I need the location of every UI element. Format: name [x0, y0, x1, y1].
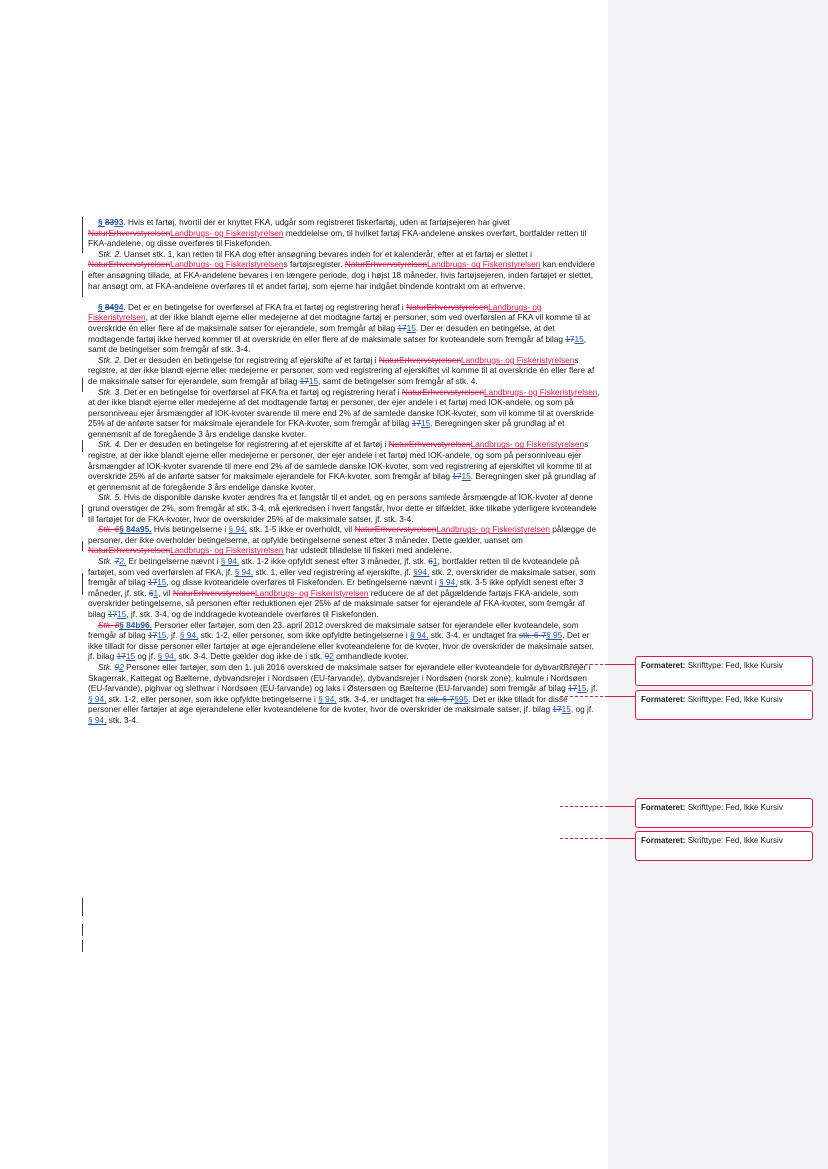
- text: s registre, at der ikke blandt ejerne eller medejerne er personer, som ved registrering af ejerskiftet vil komme til at overskride én eller flere af de maksimale satser for ejerandele, som fremgår af bilag: [88, 354, 595, 386]
- paragraph-s94-stk5: [88, 492, 600, 524]
- deletion: NaturErhvervstyrelsen: [401, 386, 484, 397]
- insertion: § 94,: [438, 577, 458, 588]
- text: . Beregningen sker på grundlag af et gennemsnit af de foregående 3 års endelige danske kvoter.: [88, 418, 565, 439]
- text: , jf.: [166, 630, 180, 641]
- deletion: 17: [147, 577, 158, 588]
- text: , at der ikke blandt ejerne eller medejerne af det modtagende fartøj er personer, der ejer andele i et fartøj med IOK-andele, og som på personniveau ejer årsmængder af IOK-kvoter svarende til mere end 2% af de samlede danske IOK-kvoter, som vil komme til at overskride 25% af de anførte satser for maksimale ejerandele for FKA-kvoter, som fremgår af bilag: [88, 386, 600, 429]
- stk-label: Stk. 2.: [98, 248, 122, 259]
- insertion: § 94,: [220, 556, 240, 566]
- stk-label: Stk.: [98, 556, 115, 566]
- text: , jf.: [586, 683, 598, 694]
- text: . Der er desuden en betingelse, at det modtagende fartøj ikke herved kommer til at overskride én eller flere af de maksimale satser for kvoteandele som fremgår af bilag: [88, 322, 566, 344]
- insertion: § 94,: [179, 630, 199, 641]
- comment-label: Formateret:: [641, 695, 686, 704]
- deletion: NaturErhvervstyrelsen: [88, 545, 171, 556]
- comment-text: Skrifttype: Fed, Ikke Kursiv: [687, 661, 783, 670]
- insertion: § 95: [546, 630, 563, 641]
- inserted-number: 94: [114, 301, 124, 312]
- deletion: 9: [114, 661, 120, 672]
- section-number: § 84a95.: [119, 524, 152, 535]
- insertion: 15: [577, 683, 587, 694]
- paragraph-s96-stk2: [88, 662, 600, 726]
- text: Uanset stk. 1, kan retten til FKA dog efter ansøgning bevares inden for et kalenderår, efter at et fartøj er slettet i: [121, 248, 532, 259]
- text: kan endvidere efter ansøgning tillade, at FKA-andelene bevares i en længere periode, dog i højst 18 måneder, hvis fartøjsejeren, inden fartøjet er slettet, har ansøgt om, at FKA-andelene overføres til et andet fartøj, som ejerne har indgået bindende kontrakt om at erhverve.: [88, 259, 595, 291]
- insertion: 2: [119, 661, 124, 672]
- insertion: Landbrugs- og Fiskeristyrelsen: [470, 439, 585, 450]
- insertion: 15: [420, 418, 431, 429]
- insertion: Landbrugs- og Fiskeristyrelsen: [436, 524, 550, 535]
- deletion: NaturErhvervstyrelsen: [406, 301, 489, 312]
- comment-connector: [560, 696, 608, 697]
- text: stk. 3-4. Dette gælder dog ikke de i stk.: [176, 651, 325, 662]
- paragraph-s93: [88, 217, 600, 249]
- format-comment[interactable]: [635, 690, 813, 720]
- text: stk. 1-2 ikke opfyldt senest efter 3 måneder, jf. stk.: [239, 556, 429, 566]
- insertion: §94,: [413, 566, 430, 577]
- insertion: 2: [329, 651, 334, 662]
- comment-label: Formateret:: [641, 803, 686, 812]
- document-body: [88, 217, 600, 726]
- text: , samt de betingelser som fremgår af stk. 4.: [318, 375, 478, 386]
- deletion: 17: [116, 651, 126, 662]
- change-bar: [82, 541, 83, 551]
- section-prefix: §: [98, 217, 105, 227]
- insertion: § 94,: [88, 693, 107, 704]
- insertion: 15: [117, 608, 127, 619]
- deletion: NaturErhvervstyrelsen: [354, 524, 437, 535]
- deletion: NaturErhvervstyrelsen: [88, 227, 171, 238]
- comment-label: Formateret:: [641, 836, 686, 845]
- comment-connector: [560, 664, 608, 665]
- comment-connector: [608, 838, 635, 839]
- insertion: § 94,: [157, 651, 177, 662]
- comment-connector: [560, 838, 608, 839]
- text: , og disse kvoteandele overføres til Fiskefonden. Er betingelserne nævnt i: [166, 577, 439, 588]
- text: stk. 1-5 ikke er overholdt, vil: [247, 524, 355, 535]
- stk-label: Stk. 3.: [98, 386, 122, 397]
- deletion: 17: [411, 418, 421, 429]
- deletion: 17: [299, 375, 309, 386]
- insertion: 1: [432, 556, 438, 566]
- insertion: 15: [406, 322, 416, 333]
- insertion: 15: [574, 333, 584, 344]
- text: reducere de af det pågældende fartøjs FKA-andele, som overskrider betingelserne, så personen efter reduktionen ejer 25% af de maksimale satser for ejerandele af FKA-kvoter, som fremgår af bilag: [88, 587, 585, 619]
- change-bar: [82, 440, 83, 452]
- deletion: NaturErhvervstyrelsen: [388, 439, 471, 450]
- format-comment[interactable]: [635, 831, 813, 861]
- text: stk. 3-4, er undtaget fra: [336, 693, 428, 704]
- text: . Det er en betingelse for overførsel af FKA fra et fartøj og registrering heraf i: [123, 301, 407, 312]
- text: s registre, at der ikke blandt ejerne eller medejerne er personer, der ejer andele i et fartøj med IOK-andele, og som på personniveau ejer årsmængder af IOK-kvoter svarende til mere end 2% af de samlede danske IOK-kvoter, som ved registrering af ejerskiftet vil komme til at overskride 25% af de anførte satser for maksimale ejerandele for FKA-kvoter, som fremgår af bilag: [88, 439, 592, 482]
- insertion: 15: [157, 630, 167, 641]
- insertion: § 94,: [318, 693, 337, 704]
- deletion: 6: [428, 556, 433, 566]
- text: . Hvis et fartøj, hvortil der er knyttet FKA, udgår som registreret fiskerfartøj, uden at fartøjsejeren har givet: [123, 217, 510, 227]
- paragraph-s94-stk2: [88, 355, 600, 387]
- change-bar: [82, 378, 83, 392]
- insertion: 15: [125, 651, 136, 662]
- change-bar: [82, 940, 83, 952]
- text: stk. 1, eller ved registrering af ejerskifte, jf.: [253, 566, 414, 577]
- deletion: 9: [324, 651, 330, 662]
- paragraph-s94: [88, 302, 600, 355]
- deletion: Stk. 6: [98, 524, 120, 535]
- insertion: 15: [561, 704, 571, 715]
- text: , bortfalder retten til de kvoteandele på fartøjet, som ved overførslen af FKA, jf.: [88, 556, 580, 577]
- text: . Beregningen sker på grundlag af et gennemsnit af de foregående 3 års endelige danske kvoter.: [88, 471, 596, 492]
- text: pålægge de personer, der ikke overholder betingelserne, at opfylde betingelserne senest efter 3 måneder. Dette gælder, uanset om: [88, 524, 597, 545]
- paragraph-s96: [88, 620, 600, 662]
- paragraph-s93-stk2: [88, 249, 600, 291]
- deletion: NaturErhvervstyrelsen: [88, 259, 171, 270]
- comment-connector: [560, 806, 608, 807]
- insertion: Landbrugs- og Fiskeristyrelsen: [88, 301, 542, 323]
- insertion: § 94,: [234, 566, 254, 577]
- change-bar: [82, 217, 83, 253]
- change-bar: [82, 505, 83, 517]
- markup-pane: [608, 0, 828, 1169]
- deletion: NaturErhvervstyrelsen: [172, 587, 255, 598]
- text: Der er desuden en betingelse for registrering af et ejerskifte af et fartøj i: [121, 439, 389, 450]
- format-comment[interactable]: [635, 798, 813, 828]
- text: stk. 3-4.: [106, 714, 139, 725]
- text: Er betingelserne nævnt i: [126, 556, 221, 566]
- change-bar: [82, 924, 83, 936]
- deletion: 17: [107, 608, 118, 619]
- text: stk. 2, overskrider de maksimale satser, som fremgår af bilag: [88, 566, 596, 588]
- change-bar: [82, 573, 83, 595]
- text: stk. 3-4, er undtaget fra: [428, 630, 519, 641]
- text: Personer eller fartøjer, som den 23. april 2012 overskred de maksimale satser for ejerandele eller kvoteandele, som fremgår af bilag: [88, 619, 579, 641]
- stk-label: Stk.: [98, 661, 115, 672]
- text: Det er en betingelse for overførsel af FKA fra et fartøj og registrering heraf i: [121, 386, 402, 397]
- format-comment[interactable]: [635, 656, 813, 686]
- insertion: § 94,: [409, 630, 429, 641]
- text: , og jf.: [570, 704, 594, 715]
- text: , jf. stk. 3-4, og de inddragede kvoteandele overføres til Fiskefonden.: [126, 608, 379, 619]
- insertion: 15: [308, 375, 319, 386]
- insertion: § 94,: [88, 714, 107, 725]
- text: stk. 1-2, eller personer, som ikke opfyldte betingelserne i: [106, 693, 319, 704]
- deletion: 17: [568, 683, 578, 694]
- insertion: Landbrugs- og Fiskeristyrelsen: [483, 386, 598, 397]
- deletion: stk. 6-7: [518, 630, 547, 641]
- text: Personer eller fartøjer, som den 1. juli 2016 overskred de maksimale satser for ejerandele eller kvoteandele for dybvandsrejer i Skagerrak, Kattegat og Bælterne, dybvandsrejer i Nordsøen (EU-farvande), dybvandsrejer i Nordsøen (norsk zone), kulmule i Nordsøen (EU-farvande), pighvar og slethvar i Nordsøen (EU-farvande) og laks i Østersøen og Bælterne (EU-farvande) som fremgår af bilag: [88, 661, 591, 694]
- text: , at der ikke blandt ejerne eller medejerne af det modtagne fartøj er personer, som ved overførslen af FKA vil komme til at overskride én eller flere af de maksimale satser for ejerandele, som fremgår af bilag: [88, 312, 591, 333]
- deleted-number: 84: [104, 301, 115, 312]
- paragraph-s94-stk4: [88, 439, 600, 492]
- deletion: 17: [452, 471, 462, 482]
- insertion: Landbrugs- og Fiskeristyrelsen: [170, 227, 284, 238]
- paragraph-s95-stk2: [88, 556, 600, 620]
- text: og jf.: [135, 651, 158, 662]
- comment-label: Formateret:: [641, 661, 686, 670]
- text: har udstedt tilladelse til fiskeri med andelene.: [283, 545, 452, 556]
- change-bar: [82, 898, 83, 916]
- text: omhandlede kvoter.: [333, 651, 409, 662]
- inserted-number: 93: [114, 217, 124, 227]
- stk-label: Stk. 4.: [98, 439, 122, 450]
- text: . Det er ikke tilladt for disse personer eller fartøjer at øge ejerandelene eller kvoteandelene for de kvoter, hvor de overskrider de maksimale satser, jf. bilag: [88, 630, 594, 662]
- comment-connector: [608, 696, 635, 697]
- insertion: 1: [153, 587, 159, 598]
- insertion: Landbrugs- og Fiskeristyrelsen: [460, 354, 575, 365]
- stk-label: Stk. 5.: [98, 492, 122, 503]
- insertion: Landbrugs- og Fiskeristyrelsen: [426, 259, 541, 270]
- insertion: 2.: [119, 556, 127, 566]
- comment-text: Skrifttype: Fed, Ikke Kursiv: [687, 803, 783, 812]
- insertion: §95: [454, 693, 469, 704]
- insertion: 15: [461, 471, 471, 482]
- stk-label: Stk. 2.: [98, 354, 122, 365]
- comment-connector: [608, 806, 635, 807]
- text: s fartøjsregister.: [283, 259, 345, 270]
- text: Det er desuden en betingelse for registrering af ejerskifte af et fartøj i: [121, 354, 379, 365]
- insertion: § 94,: [228, 524, 247, 535]
- deletion: 6: [148, 587, 154, 598]
- deletion: NaturErhvervstyrelsen: [378, 354, 461, 365]
- text: Hvis betingelserne i: [151, 524, 229, 535]
- deletion: 17: [397, 322, 407, 333]
- deletion: Stk. 8: [98, 619, 120, 630]
- insertion: Landbrugs- og Fiskeristyrelsen: [170, 259, 284, 270]
- text: stk. 1-2, eller personer, som ikke opfyldte betingelserne i: [198, 630, 410, 641]
- comment-connector: [608, 664, 635, 665]
- text: stk. 3-5 ikke opfyldt senest efter 3 måneder, jf. stk.: [88, 577, 584, 598]
- text: meddelelse om, til hvilket fartøj FKA-andelene ønskes overført, bortfalder retten til FKA-andelene, og disse overføres til Fiskefonden.: [88, 227, 587, 249]
- comment-text: Skrifttype: Fed, Ikke Kursiv: [687, 836, 783, 845]
- deletion: 17: [565, 333, 575, 344]
- deletion: NaturErhvervstyrelsen: [344, 259, 427, 270]
- insertion: Landbrugs- og Fiskeristyrelsen: [170, 545, 284, 556]
- insertion: 15: [157, 577, 167, 588]
- text: Hvis de disponible danske kvoter ændres fra et fangstår til et andet, og en persons samlede årsmængde af IOK-kvoter af denne grund overstiger de 2%, som fremgår af stk. 3-4, må ejerkredsen i hvert fangstår, hvor dette er tilfældet, ikke tilkøbe yderligere kvoteandele til fartøjet for de FKA-kvoter, hvor de overskrider 25% af de maksimale satser, jf. stk. 3-4.: [88, 492, 597, 524]
- paragraph-s94-stk3: [88, 387, 600, 440]
- comment-text: Skrifttype: Fed, Ikke Kursiv: [687, 695, 783, 704]
- paragraph-s95: [88, 524, 600, 556]
- change-bar: [82, 271, 83, 297]
- deleted-number: 83: [104, 217, 115, 227]
- section-number: § 84b96.: [119, 619, 152, 630]
- deletion: 7: [114, 556, 120, 566]
- insertion: Landbrugs- og Fiskeristyrelsen: [254, 587, 369, 598]
- section-prefix: §: [98, 301, 105, 312]
- deletion: stk. 6-7: [427, 693, 455, 704]
- deletion: 17: [147, 630, 158, 641]
- text: , samt de betingelser som fremgår af stk. 3-4.: [88, 333, 587, 355]
- text: . Det er ikke tilladt for disse personer eller fartøjer at øge ejerandelene eller kvoteandelene for de kvoter, hvor de overskrider de maksimale satser, jf. bilag: [88, 693, 568, 715]
- deletion: 17: [552, 704, 562, 715]
- text: , vil: [158, 587, 173, 598]
